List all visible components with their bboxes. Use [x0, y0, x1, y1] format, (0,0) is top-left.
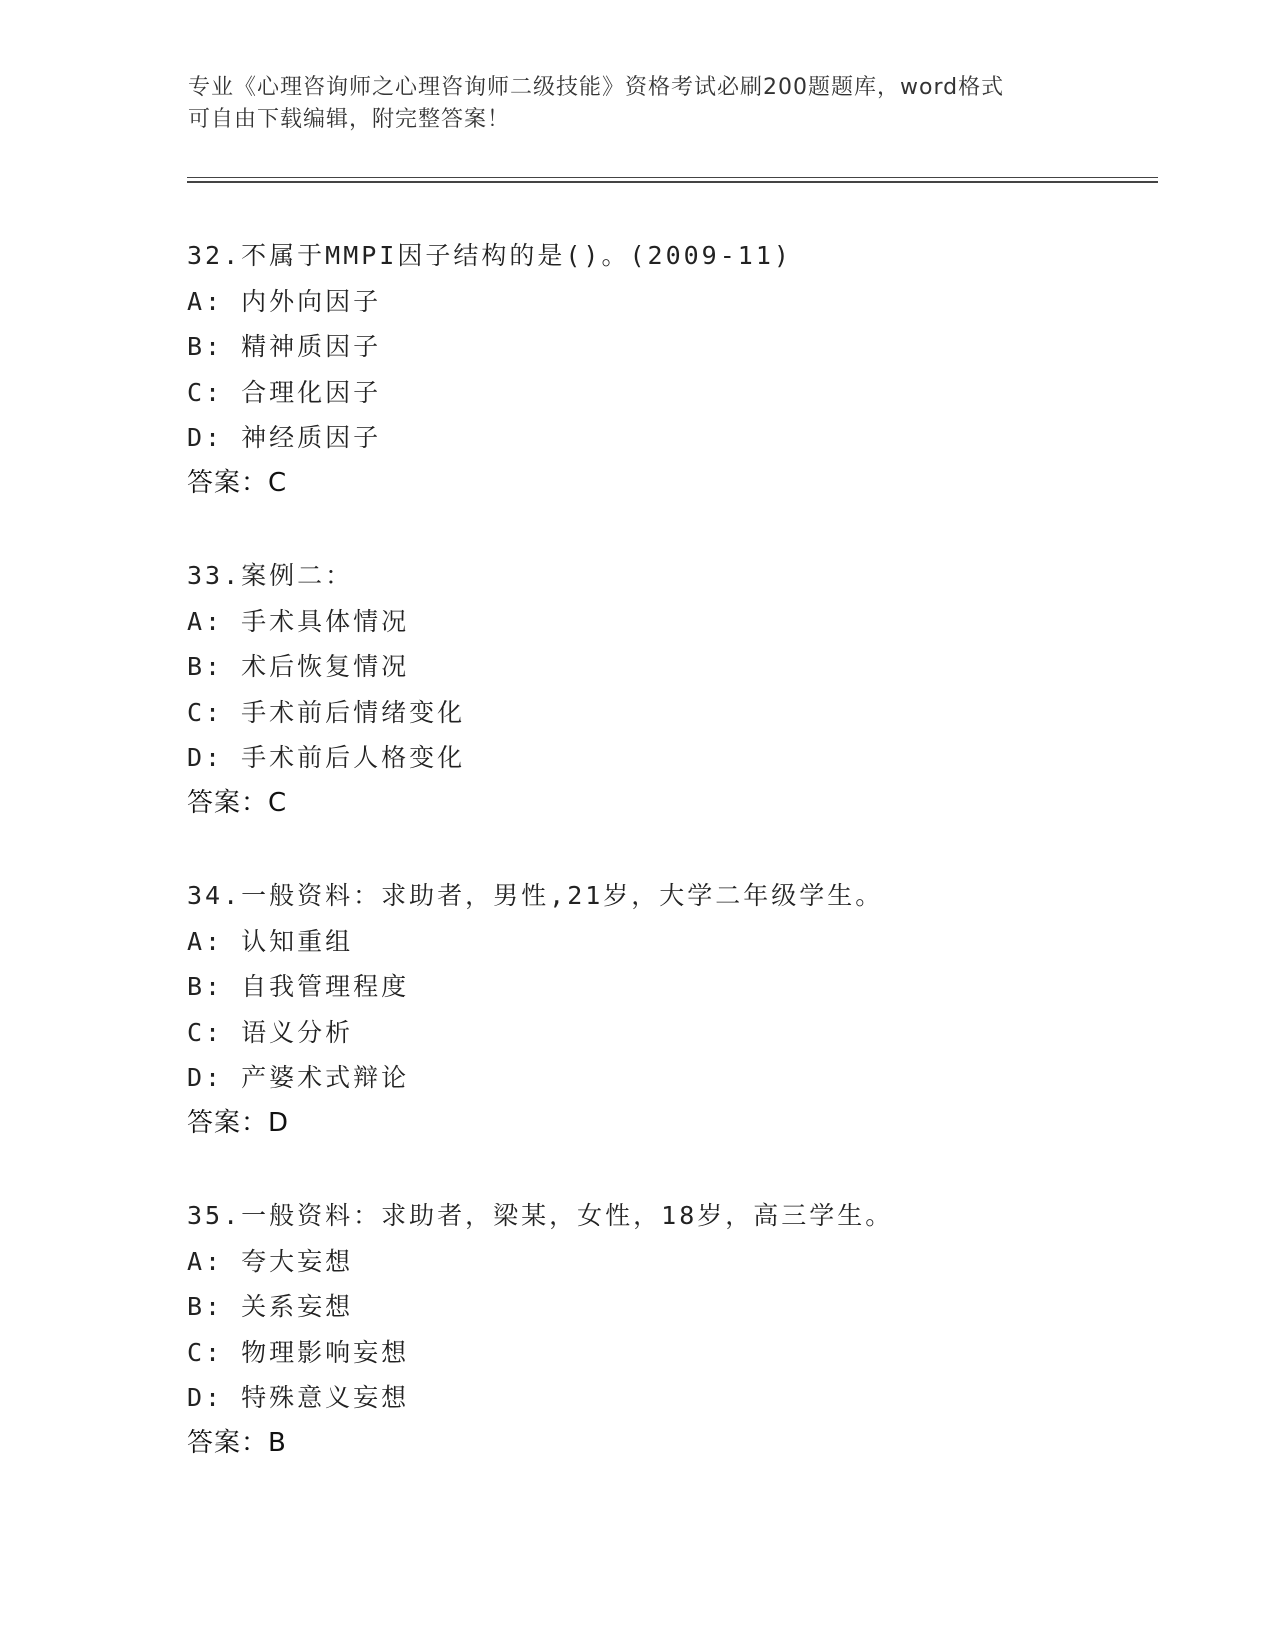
option-d: D: 手术前后人格变化	[187, 743, 466, 772]
option-c: C: 物理影响妄想	[187, 1337, 410, 1367]
question-list	[187, 233, 1147, 1513]
header-line-2: 可自由下载编辑，附完整答案！	[188, 107, 511, 132]
question-item	[187, 233, 1147, 506]
header-divider-bottom	[187, 181, 1158, 183]
option-a: A: 认知重组	[187, 926, 354, 956]
question-item	[187, 873, 1147, 1146]
question-title: 34.一般资料：求助者，男性,21岁，大学二年级学生。	[187, 881, 884, 910]
option-a: A: 手术具体情况	[187, 606, 410, 636]
option-a: A: 夸大妄想	[187, 1246, 354, 1276]
question-item	[187, 553, 1147, 826]
question-item	[187, 1193, 1147, 1466]
question-title: 35.一般资料：求助者，梁某，女性，18岁，高三学生。	[187, 1201, 894, 1230]
option-a: A: 内外向因子	[187, 286, 382, 316]
option-c: C: 语义分析	[187, 1017, 354, 1047]
question-title: 32.不属于MMPI因子结构的是()。(2009-11)	[187, 241, 792, 270]
option-d: D: 神经质因子	[187, 423, 382, 452]
option-b: B: 自我管理程度	[187, 972, 410, 1001]
header-line-1: 专业《心理咨询师之心理咨询师二级技能》资格考试必刷200题题库，word格式	[188, 75, 1005, 100]
option-d: D: 产婆术式辩论	[187, 1063, 410, 1092]
answer-line: 答案：D	[187, 1107, 290, 1138]
option-c: C: 合理化因子	[187, 377, 382, 407]
question-title: 33.案例二：	[187, 561, 354, 590]
answer-line: 答案：C	[187, 467, 288, 498]
answer-line: 答案：B	[187, 1427, 287, 1458]
option-d: D: 特殊意义妄想	[187, 1383, 410, 1412]
option-b: B: 关系妄想	[187, 1292, 354, 1321]
option-b: B: 术后恢复情况	[187, 652, 410, 681]
answer-line: 答案：C	[187, 787, 288, 818]
option-c: C: 手术前后情绪变化	[187, 697, 466, 727]
document-header	[188, 72, 1088, 136]
option-b: B: 精神质因子	[187, 332, 382, 361]
header-divider-top	[187, 177, 1158, 178]
